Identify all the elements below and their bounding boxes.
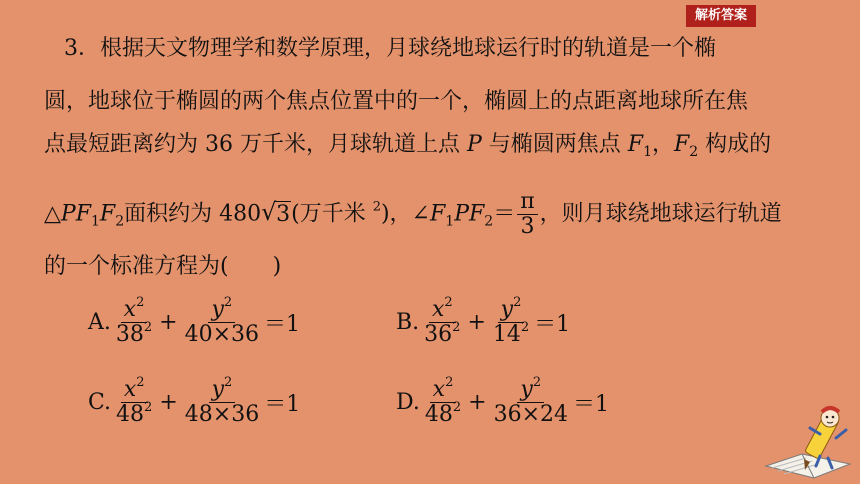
- option-c-label: C.: [88, 390, 112, 415]
- pi-numerator: π: [517, 190, 537, 215]
- option-a-den-1: [113, 320, 155, 347]
- f2-subscript: 2: [689, 144, 699, 160]
- sqrt-3: [263, 200, 291, 230]
- question-line-5: 的一个标准方程为( ): [44, 254, 282, 279]
- var-x: x: [123, 297, 137, 322]
- option-b-frac-2: [490, 295, 532, 347]
- plus-sign: +: [467, 310, 486, 335]
- exp: 2: [520, 320, 530, 335]
- tri-f1-subscript: 1: [91, 213, 100, 230]
- exp: 2: [223, 295, 233, 310]
- option-a-equals: ＝1: [264, 312, 301, 337]
- exp: 2: [445, 375, 454, 390]
- tri-p: P: [60, 201, 76, 227]
- option-d[interactable]: [396, 375, 609, 427]
- var-y: y: [211, 297, 224, 322]
- option-a-label: A.: [88, 310, 111, 335]
- option-b-frac-1: [421, 295, 463, 347]
- exp: 2: [452, 400, 462, 415]
- question-line-4: [44, 190, 782, 239]
- var-x: x: [431, 297, 445, 322]
- question-line-1: 3．根据天文物理学和数学原理，月球绕地球运行时的轨道是一个椭: [64, 36, 716, 61]
- question-line-2: 圆，地球位于椭圆的两个焦点位置中的一个，椭圆上的点距离地球所在焦: [44, 89, 749, 114]
- plus-sign: +: [468, 390, 487, 415]
- var-y: y: [520, 377, 533, 402]
- option-c-frac-2: [182, 375, 262, 427]
- pencil-mascot-icon: [762, 404, 854, 482]
- equals-sign: ＝: [493, 201, 516, 227]
- exp: 2: [513, 295, 522, 310]
- focus-f1: F: [627, 132, 644, 157]
- exp: 2: [136, 375, 145, 390]
- exp: 2: [144, 400, 153, 415]
- option-a[interactable]: [88, 295, 301, 347]
- ang-f1: F: [430, 201, 446, 227]
- exp: 2: [532, 375, 542, 390]
- option-b[interactable]: [396, 295, 571, 347]
- var-x: x: [432, 377, 446, 402]
- ang-f2-subscript: 2: [484, 213, 494, 230]
- angle-text: )，∠: [380, 201, 430, 227]
- question-line-3: [44, 130, 771, 160]
- plus-sign: +: [159, 390, 178, 415]
- ang-f2: F: [469, 201, 485, 227]
- var-y: y: [500, 297, 514, 322]
- line3-text-b: 与椭圆两焦点: [481, 132, 628, 157]
- tri-f1: F: [75, 201, 91, 227]
- option-c-den-1: [113, 400, 155, 427]
- option-a-num-2: [208, 295, 235, 323]
- triangle-symbol: △: [44, 201, 61, 227]
- option-d-frac-1: [422, 375, 464, 427]
- option-d-label: D.: [396, 390, 420, 415]
- exp: 2: [452, 320, 461, 335]
- option-d-num-2: [517, 375, 544, 403]
- option-c[interactable]: [88, 375, 301, 427]
- option-a-frac-2: [182, 295, 262, 347]
- var-y: y: [211, 377, 225, 402]
- den-base: 36: [424, 322, 453, 347]
- pi-denominator: 3: [520, 214, 535, 239]
- unit-text: (万千米: [291, 201, 373, 227]
- option-c-frac-1: [113, 375, 155, 427]
- option-b-den-1: [421, 320, 463, 347]
- ang-p: P: [454, 201, 469, 227]
- option-b-den-2: [490, 320, 532, 347]
- f1-subscript: 1: [643, 144, 652, 160]
- line3-text-a: 点最短距离约为 36 万千米，月球轨道上点: [44, 132, 467, 157]
- exp: 2: [136, 295, 145, 310]
- line3-text-d: 构成的: [698, 132, 772, 157]
- option-c-den-2: 48×36: [184, 402, 260, 427]
- den-base: 48: [424, 402, 453, 427]
- var-x: x: [123, 377, 137, 402]
- ang-f1-subscript: 1: [445, 213, 455, 230]
- den-base: 38: [115, 322, 144, 347]
- exp: 2: [143, 320, 153, 335]
- area-text: 面积约为 480: [124, 201, 262, 227]
- tri-f2: F: [99, 201, 116, 227]
- option-d-frac-2: [491, 375, 571, 427]
- den-base: 48: [116, 402, 145, 427]
- exp: 2: [224, 375, 233, 390]
- point-p: P: [466, 132, 482, 157]
- den-base: 14: [492, 322, 521, 347]
- sqrt-radicand: 3: [276, 201, 291, 227]
- option-b-label: B.: [396, 310, 420, 335]
- unit-square: 2: [372, 199, 381, 215]
- focus-f2: F: [674, 132, 690, 157]
- plus-sign: +: [159, 310, 178, 335]
- option-c-num-2: [209, 375, 236, 403]
- line3-comma: ，: [651, 132, 674, 157]
- answer-analysis-button[interactable]: 解析答案: [686, 5, 756, 27]
- exp: 2: [444, 295, 453, 310]
- option-d-equals: ＝1: [573, 392, 609, 417]
- tri-f2-subscript: 2: [115, 213, 125, 230]
- option-c-equals: ＝1: [264, 392, 301, 417]
- option-d-den-1: [422, 400, 464, 427]
- line4-rest: ，则月球绕地球运行轨道: [539, 201, 782, 227]
- option-a-frac-1: [113, 295, 155, 347]
- option-b-equals: ＝1: [534, 312, 571, 337]
- option-a-den-2: 40×36: [184, 322, 260, 347]
- option-d-den-2: 36×24: [493, 402, 568, 427]
- pi-over-3-fraction: [517, 190, 537, 239]
